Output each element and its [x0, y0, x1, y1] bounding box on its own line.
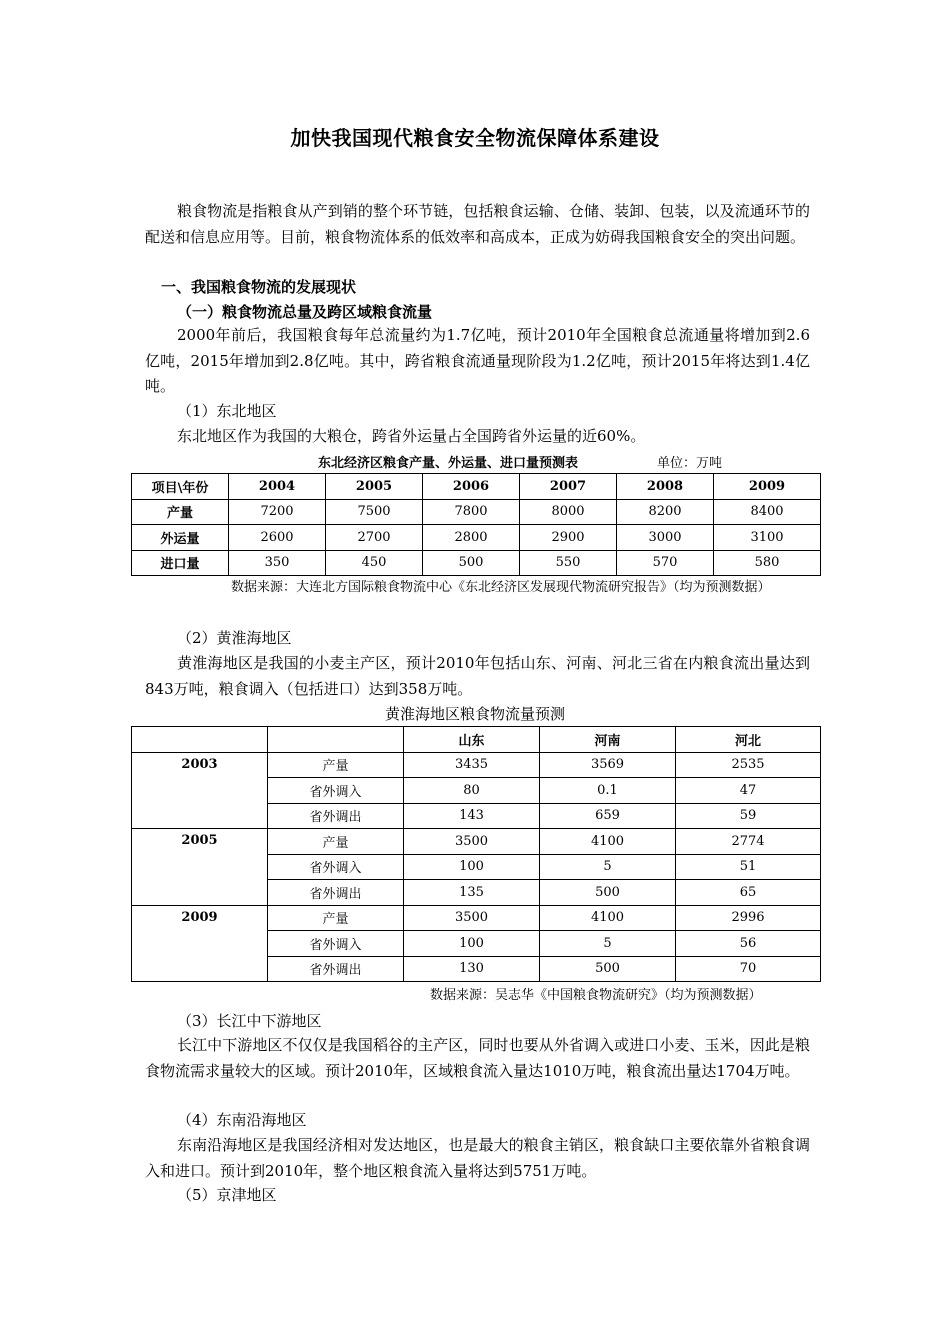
- northeast-forecast-table: [131, 473, 821, 576]
- table-header-row: [132, 474, 821, 500]
- year-cell: 2005: [132, 829, 268, 906]
- table-cell: 80: [404, 778, 540, 804]
- region-heading-huanghuaihai: （2）黄淮海地区: [177, 629, 292, 647]
- table-cell: 8400: [714, 499, 821, 525]
- row-label: 省外调出: [268, 956, 404, 982]
- table-cell: 3569: [540, 752, 676, 778]
- table-cell: 8200: [617, 499, 714, 525]
- header-cell: 2004: [229, 474, 326, 500]
- table-row: [132, 550, 821, 576]
- region-text-southeast: 东南沿海地区是我国经济相对发达地区，也是最大的粮食主销区，粮食缺口主要依靠外省粮食调入和进口。预计到2010年，整个地区粮食流入量将达到5751万吨。: [145, 1136, 810, 1180]
- table-cell: 3000: [617, 525, 714, 551]
- table-cell: 7800: [423, 499, 520, 525]
- row-label: 产量: [268, 752, 404, 778]
- table-cell: 4100: [540, 905, 676, 931]
- huanghuaihai-forecast-table: [131, 726, 821, 982]
- header-cell: 2007: [520, 474, 617, 500]
- table-cell: 47: [676, 778, 821, 804]
- table-cell: 135: [404, 880, 540, 906]
- document-title: 加快我国现代粮食安全物流保障体系建设: [290, 126, 660, 150]
- table-header-row: [132, 727, 821, 753]
- header-cell: 2008: [617, 474, 714, 500]
- table-cell: 65: [676, 880, 821, 906]
- region-heading-northeast: （1）东北地区: [177, 402, 277, 420]
- region-text-yangtze: 长江中下游地区不仅仅是我国稻谷的主产区，同时也要从外省调入或进口小麦、玉米，因此是粮食物流需求量较大的区域。预计2010年，区域粮食流入量达1010万吨，粮食流出量达1704万吨。: [145, 1036, 810, 1080]
- table-cell: 100: [404, 931, 540, 957]
- header-cell: 2005: [326, 474, 423, 500]
- header-cell: 2009: [714, 474, 821, 500]
- year-cell: 2003: [132, 752, 268, 829]
- table-row: [132, 905, 821, 931]
- total-flow-paragraph: 2000年前后，我国粮食每年总流量约为1.7亿吨，预计2010年全国粮食总流通量将增加到2.6亿吨，2015年增加到2.8亿吨。其中，跨省粮食流通量现阶段为1.2亿吨，预计2015年将达到1.4亿吨。: [145, 326, 810, 395]
- row-label: 进口量: [132, 550, 229, 576]
- region-heading-southeast: （4）东南沿海地区: [177, 1111, 307, 1129]
- table-cell: 7500: [326, 499, 423, 525]
- header-cell: 项目\年份: [132, 474, 229, 500]
- table-cell: 70: [676, 956, 821, 982]
- table-cell: 570: [617, 550, 714, 576]
- table-cell: 2800: [423, 525, 520, 551]
- table1-unit: 单位：万吨: [657, 456, 723, 471]
- section-heading: 一、我国粮食物流的发展现状: [161, 278, 357, 296]
- table-row: [132, 829, 821, 855]
- table-cell: 3100: [714, 525, 821, 551]
- row-label: 省外调入: [268, 854, 404, 880]
- row-label: 产量: [132, 499, 229, 525]
- header-cell: 2006: [423, 474, 520, 500]
- table-cell: 59: [676, 803, 821, 829]
- table-cell: 5: [540, 854, 676, 880]
- table-cell: 0.1: [540, 778, 676, 804]
- table-cell: 500: [423, 550, 520, 576]
- table-cell: 130: [404, 956, 540, 982]
- subsection-heading: （一）粮食物流总量及跨区域粮食流量: [177, 303, 433, 321]
- table-cell: 56: [676, 931, 821, 957]
- table-row: [132, 525, 821, 551]
- table-cell: 2774: [676, 829, 821, 855]
- table1-caption: [318, 452, 578, 471]
- intro-paragraph: 粮食物流是指粮食从产到销的整个环节链，包括粮食运输、仓储、装卸、包装，以及流通环节的配送和信息应用等。目前，粮食物流体系的低效率和高成本，正成为妨碍我国粮食安全的突出问题。: [145, 202, 810, 246]
- table-cell: 51: [676, 854, 821, 880]
- table-cell: 2900: [520, 525, 617, 551]
- row-label: 产量: [268, 905, 404, 931]
- table-cell: 350: [229, 550, 326, 576]
- table-cell: 2600: [229, 525, 326, 551]
- table-cell: 7200: [229, 499, 326, 525]
- table2-source: 数据来源：吴志华《中国粮食物流研究》（均为预测数据）: [430, 988, 762, 1003]
- table-row: [132, 499, 821, 525]
- region-heading-yangtze: （3）长江中下游地区: [177, 1012, 322, 1030]
- header-cell: 山东: [404, 727, 540, 753]
- table-cell: 500: [540, 880, 676, 906]
- table-cell: 4100: [540, 829, 676, 855]
- table-cell: 580: [714, 550, 821, 576]
- row-label: 产量: [268, 829, 404, 855]
- row-label: 省外调出: [268, 803, 404, 829]
- region-text-huanghuaihai: 黄淮海地区是我国的小麦主产区，预计2010年包括山东、河南、河北三省在内粮食流出量达到843万吨，粮食调入（包括进口）达到358万吨。: [145, 654, 810, 698]
- row-label: 外运量: [132, 525, 229, 551]
- row-label: 省外调出: [268, 880, 404, 906]
- table-row: [132, 752, 821, 778]
- table1-source: 数据来源：大连北方国际粮食物流中心《东北经济区发展现代物流研究报告》（均为预测数据）: [231, 580, 771, 595]
- header-cell: [268, 727, 404, 753]
- row-label: 省外调入: [268, 931, 404, 957]
- table-cell: 3500: [404, 829, 540, 855]
- table-cell: 143: [404, 803, 540, 829]
- table-cell: 8000: [520, 499, 617, 525]
- table2-caption: 黄淮海地区粮食物流量预测: [384, 705, 565, 723]
- region-heading-jingjin: （5）京津地区: [177, 1186, 277, 1204]
- header-cell: [132, 727, 268, 753]
- table-cell: 100: [404, 854, 540, 880]
- year-cell: 2009: [132, 905, 268, 982]
- table1-caption-text: 东北经济区粮食产量、外运量、进口量预测表: [318, 456, 579, 471]
- table-cell: 450: [326, 550, 423, 576]
- table-cell: 3500: [404, 905, 540, 931]
- table-cell: 5: [540, 931, 676, 957]
- table-cell: 2996: [676, 905, 821, 931]
- header-cell: 河南: [540, 727, 676, 753]
- region-text-northeast: 东北地区作为我国的大粮仓，跨省外运量占全国跨省外运量的近60%。: [177, 427, 646, 445]
- row-label: 省外调入: [268, 778, 404, 804]
- table-cell: 3435: [404, 752, 540, 778]
- table-cell: 500: [540, 956, 676, 982]
- table-cell: 2700: [326, 525, 423, 551]
- table-cell: 659: [540, 803, 676, 829]
- table-cell: 2535: [676, 752, 821, 778]
- header-cell: 河北: [676, 727, 821, 753]
- table-cell: 550: [520, 550, 617, 576]
